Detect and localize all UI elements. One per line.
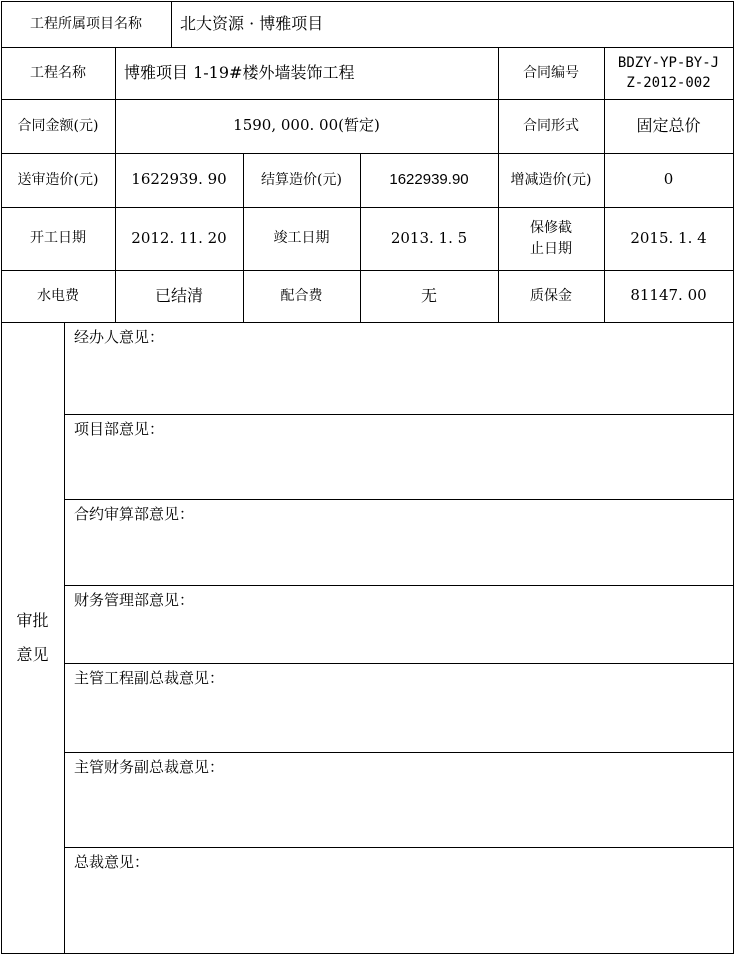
coordination-fee-value: 无 [420, 286, 437, 306]
utilities-fee-value: 已结清 [154, 286, 203, 306]
project-affiliation-label: 工程所属项目名称 [30, 15, 142, 32]
change-cost-label: 增减造价(元) [510, 171, 592, 188]
approval-label-line2: 意见 [16, 645, 49, 664]
completion-date-value: 2013. 1. 5 [390, 228, 468, 247]
opinion-contract-audit-dept: 合约审算部意见： [74, 505, 195, 523]
warranty-end-value: 2015. 1. 4 [630, 228, 707, 247]
submitted-cost-value: 1622939. 90 [131, 170, 227, 189]
opinion-engineering-vp: 主管工程副总裁意见： [74, 669, 225, 687]
warranty-end-label [498, 207, 604, 270]
start-date-value: 2012. 11. 20 [131, 228, 227, 247]
approval-label-line1: 审批 [16, 611, 49, 631]
settlement-cost-value: 1622939.90 [389, 171, 469, 189]
contract-no-value-line1: BDZY-YP-BY-J [617, 54, 720, 71]
warranty-end-label-line2: 止日期 [530, 240, 572, 257]
project-name-value: 博雅项目 1-19#楼外墙装饰工程 [124, 63, 355, 83]
utilities-fee-label: 水电费 [37, 287, 79, 304]
opinion-handler: 经办人意见： [74, 328, 165, 346]
contract-no-value [604, 47, 733, 99]
opinion-finance-vp: 主管财务副总裁意见： [74, 758, 225, 776]
quality-deposit-value: 81147. 00 [630, 286, 707, 305]
quality-deposit-label: 质保金 [530, 287, 572, 304]
contract-form-value: 固定总价 [636, 116, 701, 136]
approval-label [1, 322, 64, 954]
start-date-label: 开工日期 [30, 230, 86, 247]
warranty-end-label-line1: 保修截 [530, 220, 572, 237]
completion-date-label: 竣工日期 [273, 230, 330, 247]
contract-no-value-line2: Z-2012-002 [626, 75, 711, 91]
coordination-fee-label: 配合费 [280, 287, 323, 304]
contract-form-label: 合同形式 [523, 117, 579, 134]
contract-amount-label: 合同金额(元) [17, 117, 99, 134]
opinion-project-dept: 项目部意见： [74, 420, 165, 438]
contract-amount-value: 1590, 000. 00(暂定) [233, 116, 380, 135]
submitted-cost-label: 送审造价(元) [17, 171, 99, 188]
contract-no-label: 合同编号 [523, 64, 579, 81]
opinion-finance-dept: 财务管理部意见： [74, 591, 195, 609]
project-name-label: 工程名称 [30, 64, 86, 81]
opinion-president: 总裁意见： [74, 853, 150, 871]
project-affiliation-value: 北大资源 · 博雅项目 [180, 14, 324, 34]
change-cost-value: 0 [663, 170, 674, 189]
settlement-cost-label: 结算造价(元) [261, 171, 342, 188]
